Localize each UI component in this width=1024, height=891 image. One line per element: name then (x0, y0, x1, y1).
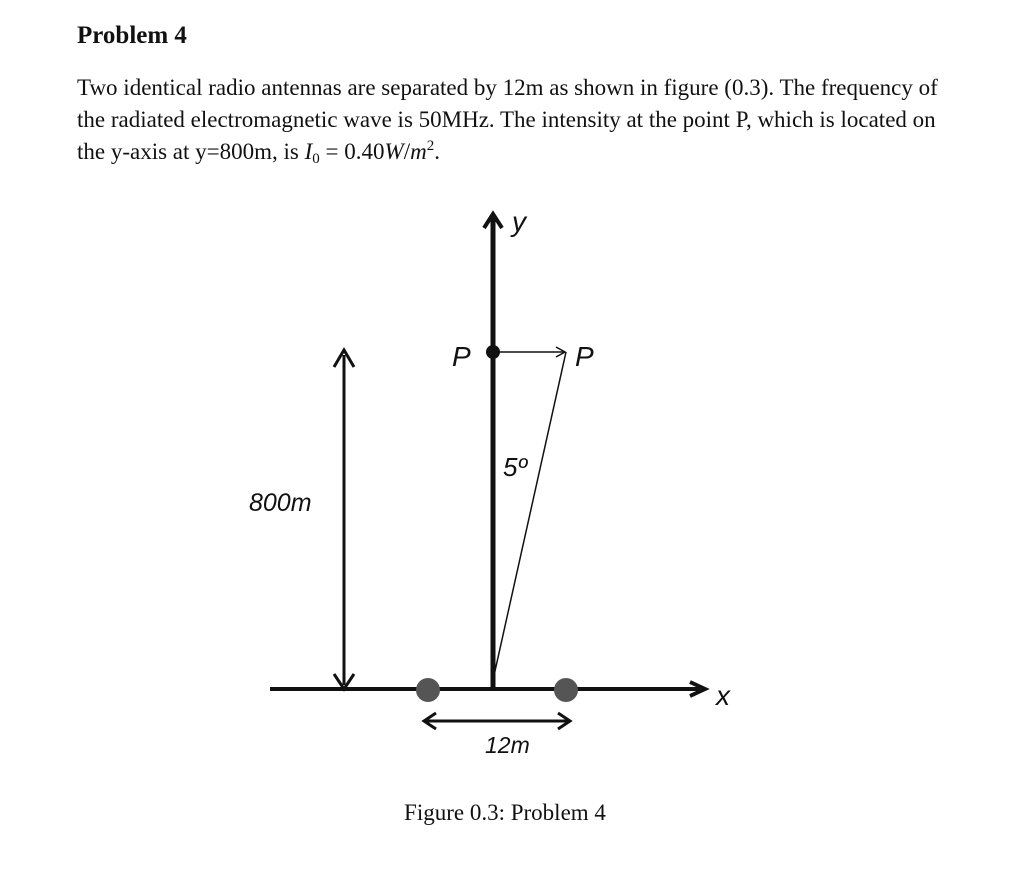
problem-sentence: Two identical radio antennas are separated by 12m as shown in figure (0.3). The frequency of the radiated electromagnetic wave is 50MHz. The intensity at the point P, which is located on the y-axis at y=800m, is (77, 75, 938, 164)
x-axis-label: x (716, 680, 730, 711)
separation-label: 12m (485, 732, 530, 758)
antenna-left (416, 678, 440, 702)
unit-exponent: 2 (426, 138, 435, 154)
height-label: 800m (249, 489, 312, 517)
end-period: . (434, 139, 440, 164)
antenna-right (554, 678, 578, 702)
intensity-subscript: 0 (312, 151, 320, 167)
unit-m: m (410, 139, 427, 164)
figure-caption: Figure 0.3: Problem 4 (404, 800, 606, 825)
angle-label: 5º (503, 452, 527, 482)
unit-separator: / (403, 139, 411, 164)
problem-heading: Problem 4 (77, 22, 187, 49)
point-p-label-left: P (452, 341, 471, 372)
y-axis-label: y (512, 206, 526, 237)
unit-w: W (384, 139, 404, 164)
point-p-label-right: P (575, 341, 594, 372)
angle-line (493, 352, 566, 680)
intensity-value: = 0.40 (319, 139, 385, 164)
intensity-symbol: I (304, 139, 313, 164)
